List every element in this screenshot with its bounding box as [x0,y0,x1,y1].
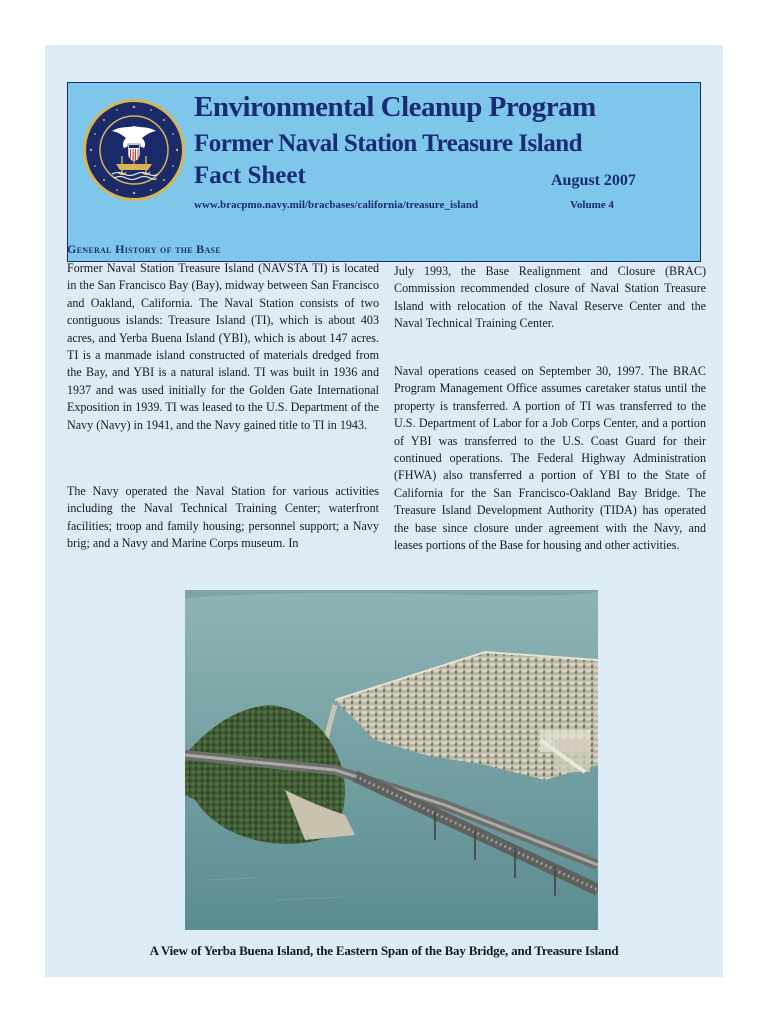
navy-seal-icon [82,98,186,202]
history-paragraph-2: The Navy operated the Naval Station for various activities including the Naval Technical Training Center; waterfront facilities; troop and family housing; personnel support; a Navy brig; and a Navy and Marine Corps museum. In [67,484,379,551]
program-title: Environmental Cleanup Program [194,91,596,123]
header-banner [67,82,701,262]
aerial-photo-icon [185,590,598,930]
issue-date: August 2007 [551,172,636,189]
fact-sheet-page [45,45,723,977]
facility-name: Former Naval Station Treasure Island [194,130,583,157]
document-type: Fact Sheet [194,162,306,189]
history-paragraph-1: Former Naval Station Treasure Island (NAVSTA TI) is located in the San Francisco Bay (Bay), midway between San Francisco and Oakland, California. The Naval Station consists of two contiguous islands: Treasure Island (TI), which is about 403 acres, and Yerba Buena Island (YBI), which is about 147 acres. TI is a manmade island constructed of materials dredged from the Bay, and YBI is a natural island. TI was built in 1936 and 1937 and was used initially for the Golden Gate International Exposition in 1939. TI was leased to the U.S. Department of the Navy (Navy) in 1941, and the Navy gained title to TI in 1943. [67,261,379,432]
website-link[interactable]: www.bracpmo.navy.mil/bracbases/california/treasure_island [194,199,479,211]
section-heading: General History of the Base [67,242,221,256]
volume-number: Volume 4 [570,199,614,211]
operations-paragraph: Naval operations ceased on September 30, 1997. The BRAC Program Management Office assumes caretaker status until the property is transferred. A portion of TI was transferred to the U.S. Department of Labor for a Job Corps Center, and a portion of YBI was transferred to the U.S. Coast Guard for their continued operations. The Federal Highway Administration (FHWA) also transferred a portion of YBI to the State of California for the San Francisco-Oakland Bay Bridge. The Treasure Island Development Authority (TIDA) has operated the base since closure under agreement with the Navy, and leases portions of the Base for housing and other activities. [394,364,706,553]
photo-caption: A View of Yerba Buena Island, the Eastern Span of the Bay Bridge, and Treasure Island [149,943,619,958]
closure-paragraph: July 1993, the Base Realignment and Closure (BRAC) Commission recommended closure of Naval Station Treasure Island with relocation of the Naval Reserve Center and the Naval Technical Training Center. [394,264,706,331]
